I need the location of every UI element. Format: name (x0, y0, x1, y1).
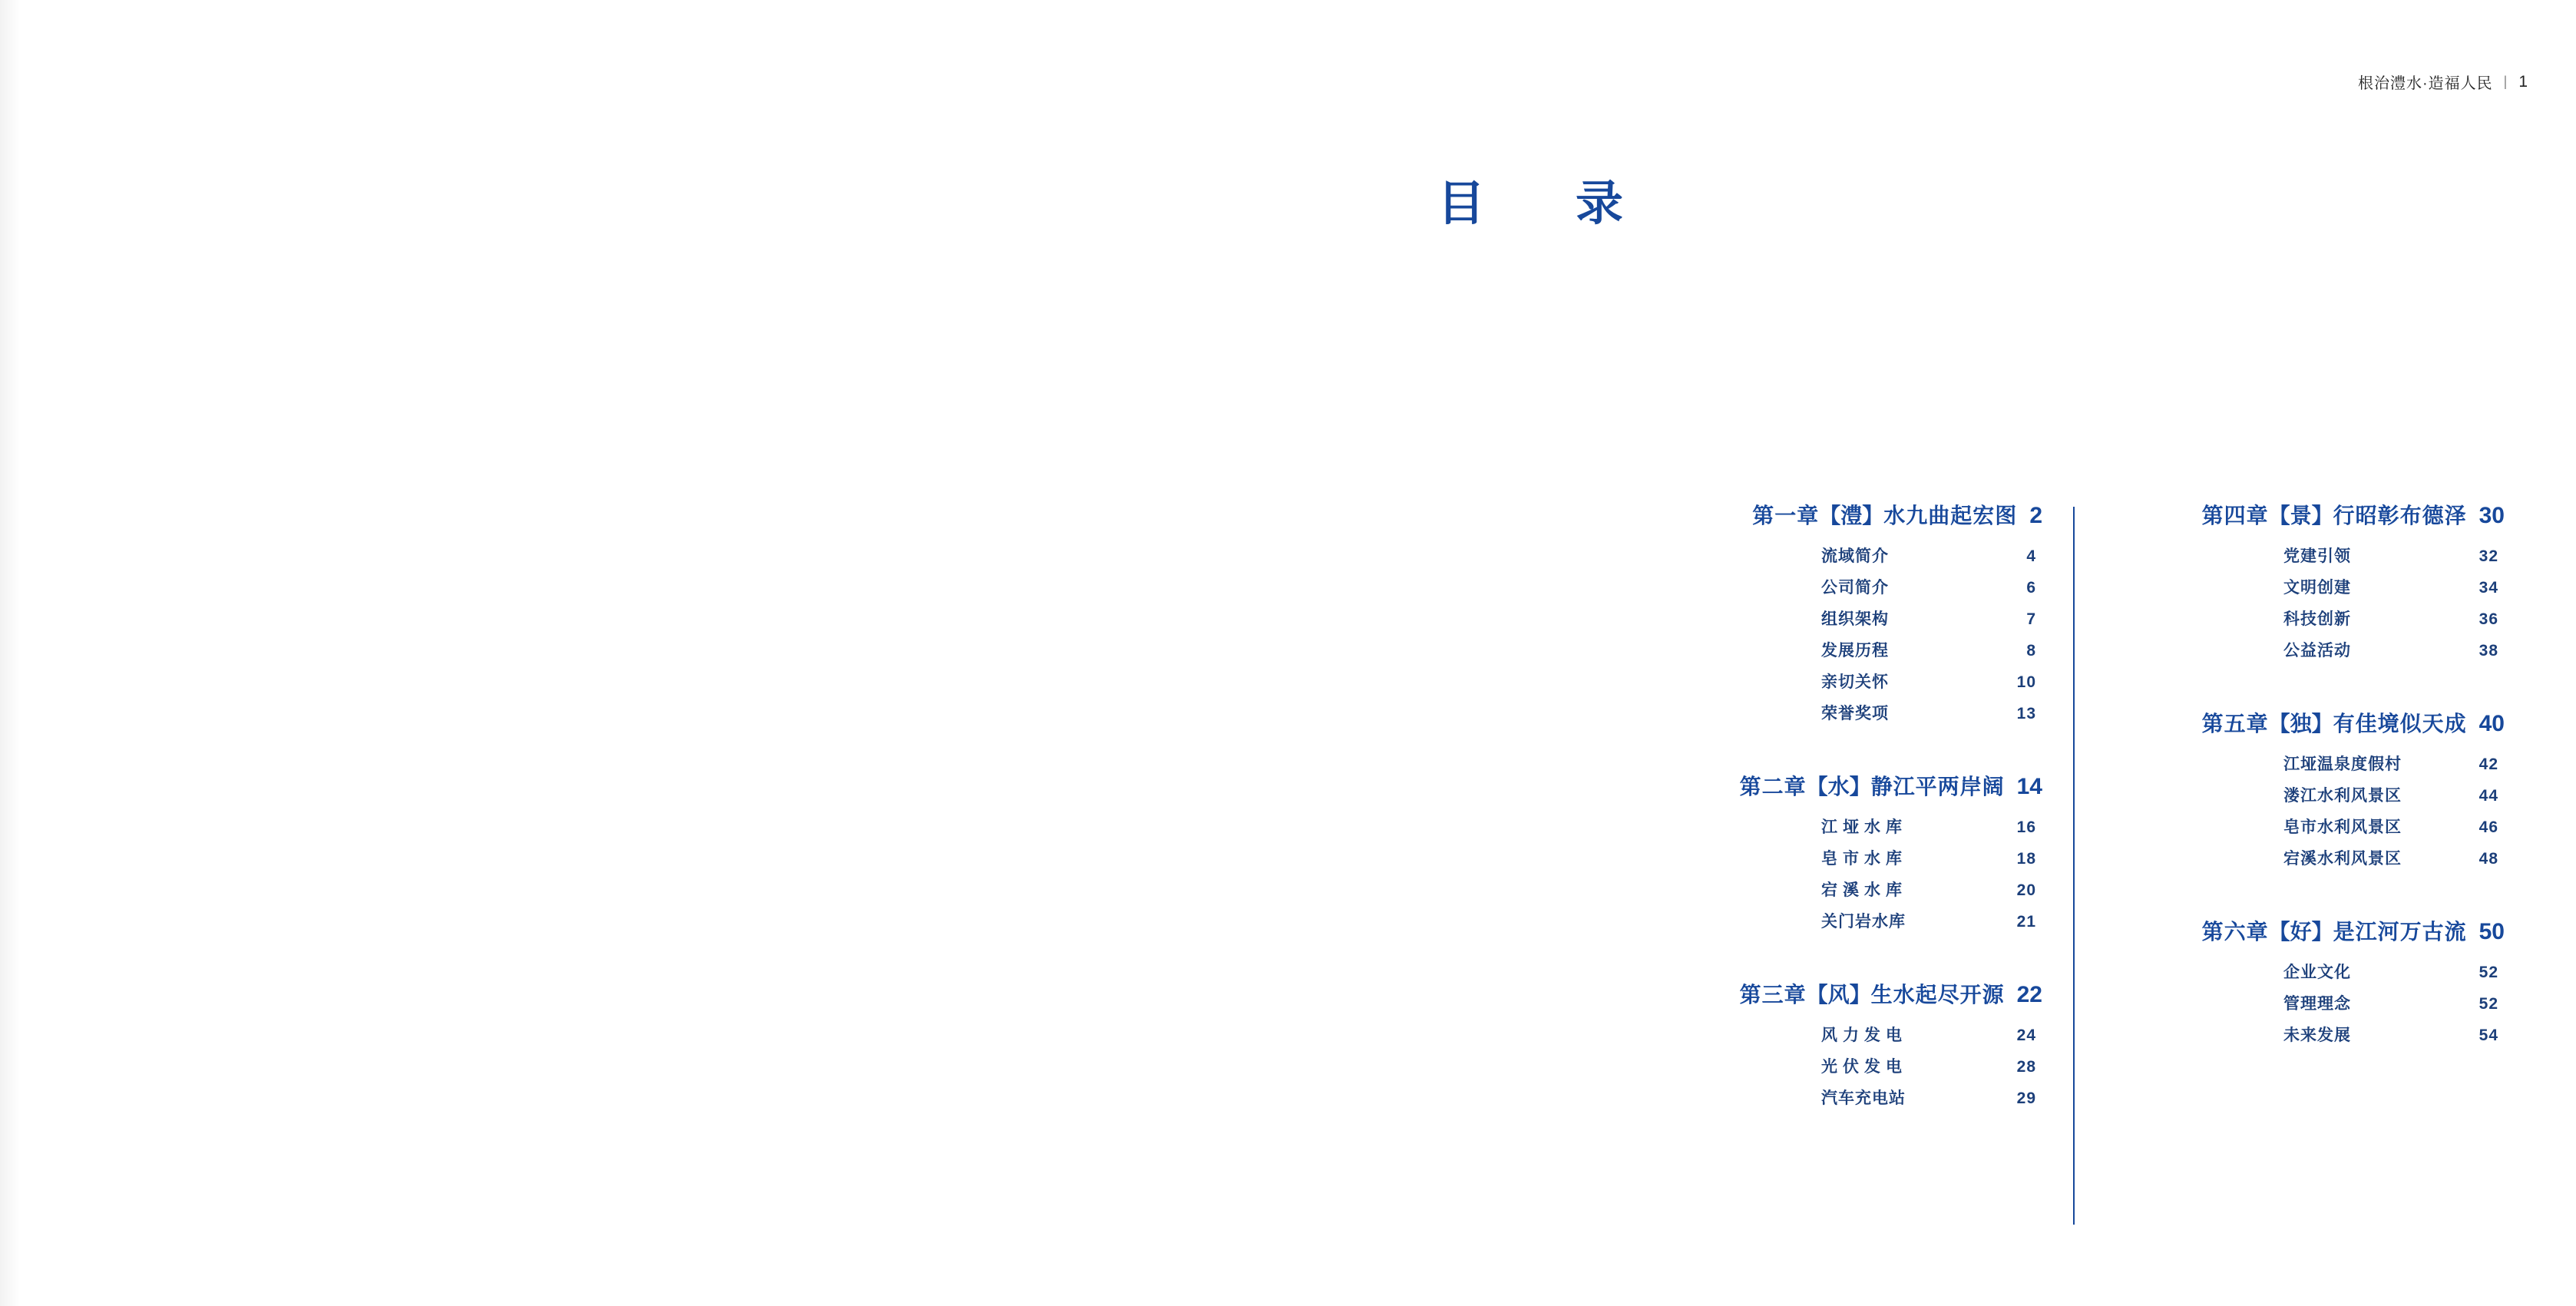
toc-entry-label: 宕溪水利风景区 (2283, 850, 2402, 868)
toc-entry-label: 溇江水利风景区 (2283, 787, 2402, 805)
toc-entry-label: 文明创建 (2283, 579, 2351, 597)
chapter-title: 行昭彰布德泽 (2333, 504, 2467, 527)
toc-entry-label: 皂市水库 (1821, 850, 1907, 868)
toc-entry[interactable] (1628, 575, 2036, 598)
toc-entry[interactable] (2090, 607, 2498, 630)
chapter-entries (1628, 544, 2042, 724)
chapter-bracket: 【独】 (2268, 712, 2333, 736)
chapter-entries (1628, 1023, 2042, 1109)
chapter-title: 生水起尽开源 (1870, 983, 2005, 1007)
toc-entry-label: 公益活动 (2283, 642, 2351, 660)
page-number: 1 (2518, 72, 2528, 91)
toc-entry-page: 8 (2026, 642, 2036, 660)
toc-entry[interactable] (1628, 815, 2036, 838)
toc-entry-page: 21 (2016, 913, 2036, 931)
chapter-entries (2090, 752, 2505, 869)
toc-entry-label: 亲切关怀 (1821, 673, 1889, 691)
chapter-block[interactable] (2090, 499, 2505, 661)
chapter-title: 水九曲起宏图 (1883, 504, 2018, 527)
chapter-heading[interactable] (1628, 770, 2042, 801)
toc-entry[interactable] (2090, 783, 2498, 806)
chapter-page: 14 (2016, 774, 2042, 799)
toc-entry-label: 汽车充电站 (1821, 1089, 1906, 1107)
toc-entry-page: 4 (2026, 547, 2036, 565)
chapter-page: 30 (2478, 503, 2505, 528)
toc-entry[interactable] (2090, 575, 2498, 598)
toc-entry-label: 江垭温泉度假村 (2283, 755, 2402, 773)
chapter-bracket: 【好】 (2268, 920, 2333, 944)
toc-entry-label: 组织架构 (1821, 610, 1889, 628)
toc-entry-label: 未来发展 (2283, 1027, 2351, 1044)
chapter-title: 是江河万古流 (2333, 920, 2467, 944)
toc-entry-label: 公司简介 (1821, 579, 1889, 597)
chapter-bracket: 【景】 (2268, 504, 2333, 527)
chapter-bracket: 【风】 (1806, 983, 1871, 1007)
toc-entry-page: 52 (2478, 995, 2498, 1013)
chapter-block[interactable] (1628, 978, 2042, 1109)
chapter-label: 第四章 (2201, 504, 2269, 527)
chapter-block[interactable] (2090, 915, 2505, 1046)
chapter-page: 2 (2029, 503, 2042, 528)
toc-entry-label: 关门岩水库 (1821, 913, 1906, 931)
chapter-entries (1628, 815, 2042, 932)
toc-entry-page: 36 (2478, 610, 2498, 628)
toc-entry[interactable] (2090, 960, 2498, 983)
chapter-entries (2090, 544, 2505, 661)
chapter-bracket: 【澧】 (1819, 504, 1884, 527)
toc-entry[interactable] (2090, 1023, 2498, 1046)
toc-entry[interactable] (1628, 670, 2036, 693)
chapter-heading[interactable] (2090, 707, 2505, 738)
toc-entry-page: 48 (2478, 850, 2498, 868)
toc-entry-page: 13 (2016, 705, 2036, 722)
toc-entry-page: 44 (2478, 787, 2498, 805)
chapter-entries (2090, 960, 2505, 1046)
toc-entry[interactable] (1628, 909, 2036, 932)
toc-entry-label: 党建引领 (2283, 547, 2351, 565)
page-fold-shadow (0, 0, 20, 1306)
header-separator: | (2503, 74, 2508, 89)
toc-entry-page: 38 (2478, 642, 2498, 660)
running-title: 根治澧水·造福人民 (2357, 75, 2493, 92)
chapter-block[interactable] (1628, 770, 2042, 932)
chapter-label: 第一章 (1752, 504, 1820, 527)
chapter-label: 第五章 (2201, 712, 2269, 736)
chapter-block[interactable] (2090, 707, 2505, 869)
chapter-label: 第六章 (2201, 920, 2269, 944)
toc-entry-page: 18 (2016, 850, 2036, 868)
table-of-contents (1628, 499, 2549, 1155)
toc-entry-label: 发展历程 (1821, 642, 1889, 660)
toc-entry[interactable] (2090, 544, 2498, 567)
page-header (2358, 71, 2528, 93)
toc-entry[interactable] (2090, 752, 2498, 775)
toc-entry[interactable] (1628, 544, 2036, 567)
chapter-bracket: 【水】 (1806, 775, 1871, 798)
toc-entry[interactable] (2090, 991, 2498, 1014)
toc-entry[interactable] (1628, 1023, 2036, 1046)
toc-entry-label: 皂市水利风景区 (2283, 818, 2402, 836)
toc-entry-label: 企业文化 (2283, 964, 2351, 981)
toc-entry[interactable] (1628, 846, 2036, 869)
toc-column-right (2042, 499, 2505, 1155)
toc-entry-page: 54 (2478, 1027, 2498, 1044)
toc-entry-label: 荣誉奖项 (1821, 705, 1889, 722)
chapter-heading[interactable] (1628, 978, 2042, 1009)
chapter-label: 第三章 (1739, 983, 1807, 1007)
toc-entry-page: 32 (2478, 547, 2498, 565)
toc-entry-page: 28 (2016, 1058, 2036, 1076)
toc-entry-page: 6 (2026, 579, 2036, 597)
toc-entry[interactable] (1628, 638, 2036, 661)
toc-entry[interactable] (1628, 1086, 2036, 1109)
toc-entry[interactable] (1628, 607, 2036, 630)
chapter-title: 静江平两岸阔 (1870, 775, 2005, 798)
toc-entry-label: 流域简介 (1821, 547, 1889, 565)
toc-entry-label: 光伏发电 (1821, 1058, 1907, 1076)
toc-entry-page: 52 (2478, 964, 2498, 981)
toc-entry-page: 7 (2026, 610, 2036, 628)
toc-entry-label: 科技创新 (2283, 610, 2351, 628)
toc-entry[interactable] (2090, 815, 2498, 838)
toc-entry[interactable] (1628, 878, 2036, 901)
chapter-title: 有佳境似天成 (2333, 712, 2467, 736)
toc-entry[interactable] (1628, 1054, 2036, 1077)
chapter-heading[interactable] (1628, 499, 2042, 530)
toc-column-left (1628, 499, 2042, 1155)
toc-entry-page: 34 (2478, 579, 2498, 597)
toc-entry-label: 宕溪水库 (1821, 881, 1907, 899)
toc-entry-label: 风力发电 (1821, 1027, 1907, 1044)
toc-entry-page: 20 (2016, 881, 2036, 899)
chapter-page: 50 (2478, 919, 2505, 944)
toc-entry-label: 管理理念 (2283, 995, 2351, 1013)
page-title: 目 录 (1437, 177, 1645, 230)
toc-entry-page: 16 (2016, 818, 2036, 836)
toc-entry-page: 42 (2478, 755, 2498, 773)
chapter-label: 第二章 (1739, 775, 1807, 798)
toc-entry[interactable] (2090, 846, 2498, 869)
chapter-page: 40 (2478, 711, 2505, 736)
toc-entry[interactable] (1628, 701, 2036, 724)
toc-entry-page: 46 (2478, 818, 2498, 836)
toc-entry-page: 10 (2016, 673, 2036, 691)
toc-entry-page: 24 (2016, 1027, 2036, 1044)
chapter-page: 22 (2016, 982, 2042, 1007)
toc-entry[interactable] (2090, 638, 2498, 661)
chapter-heading[interactable] (2090, 915, 2505, 946)
toc-entry-page: 29 (2016, 1089, 2036, 1107)
toc-entry-label: 江垭水库 (1821, 818, 1907, 836)
chapter-block[interactable] (1628, 499, 2042, 724)
chapter-heading[interactable] (2090, 499, 2505, 530)
